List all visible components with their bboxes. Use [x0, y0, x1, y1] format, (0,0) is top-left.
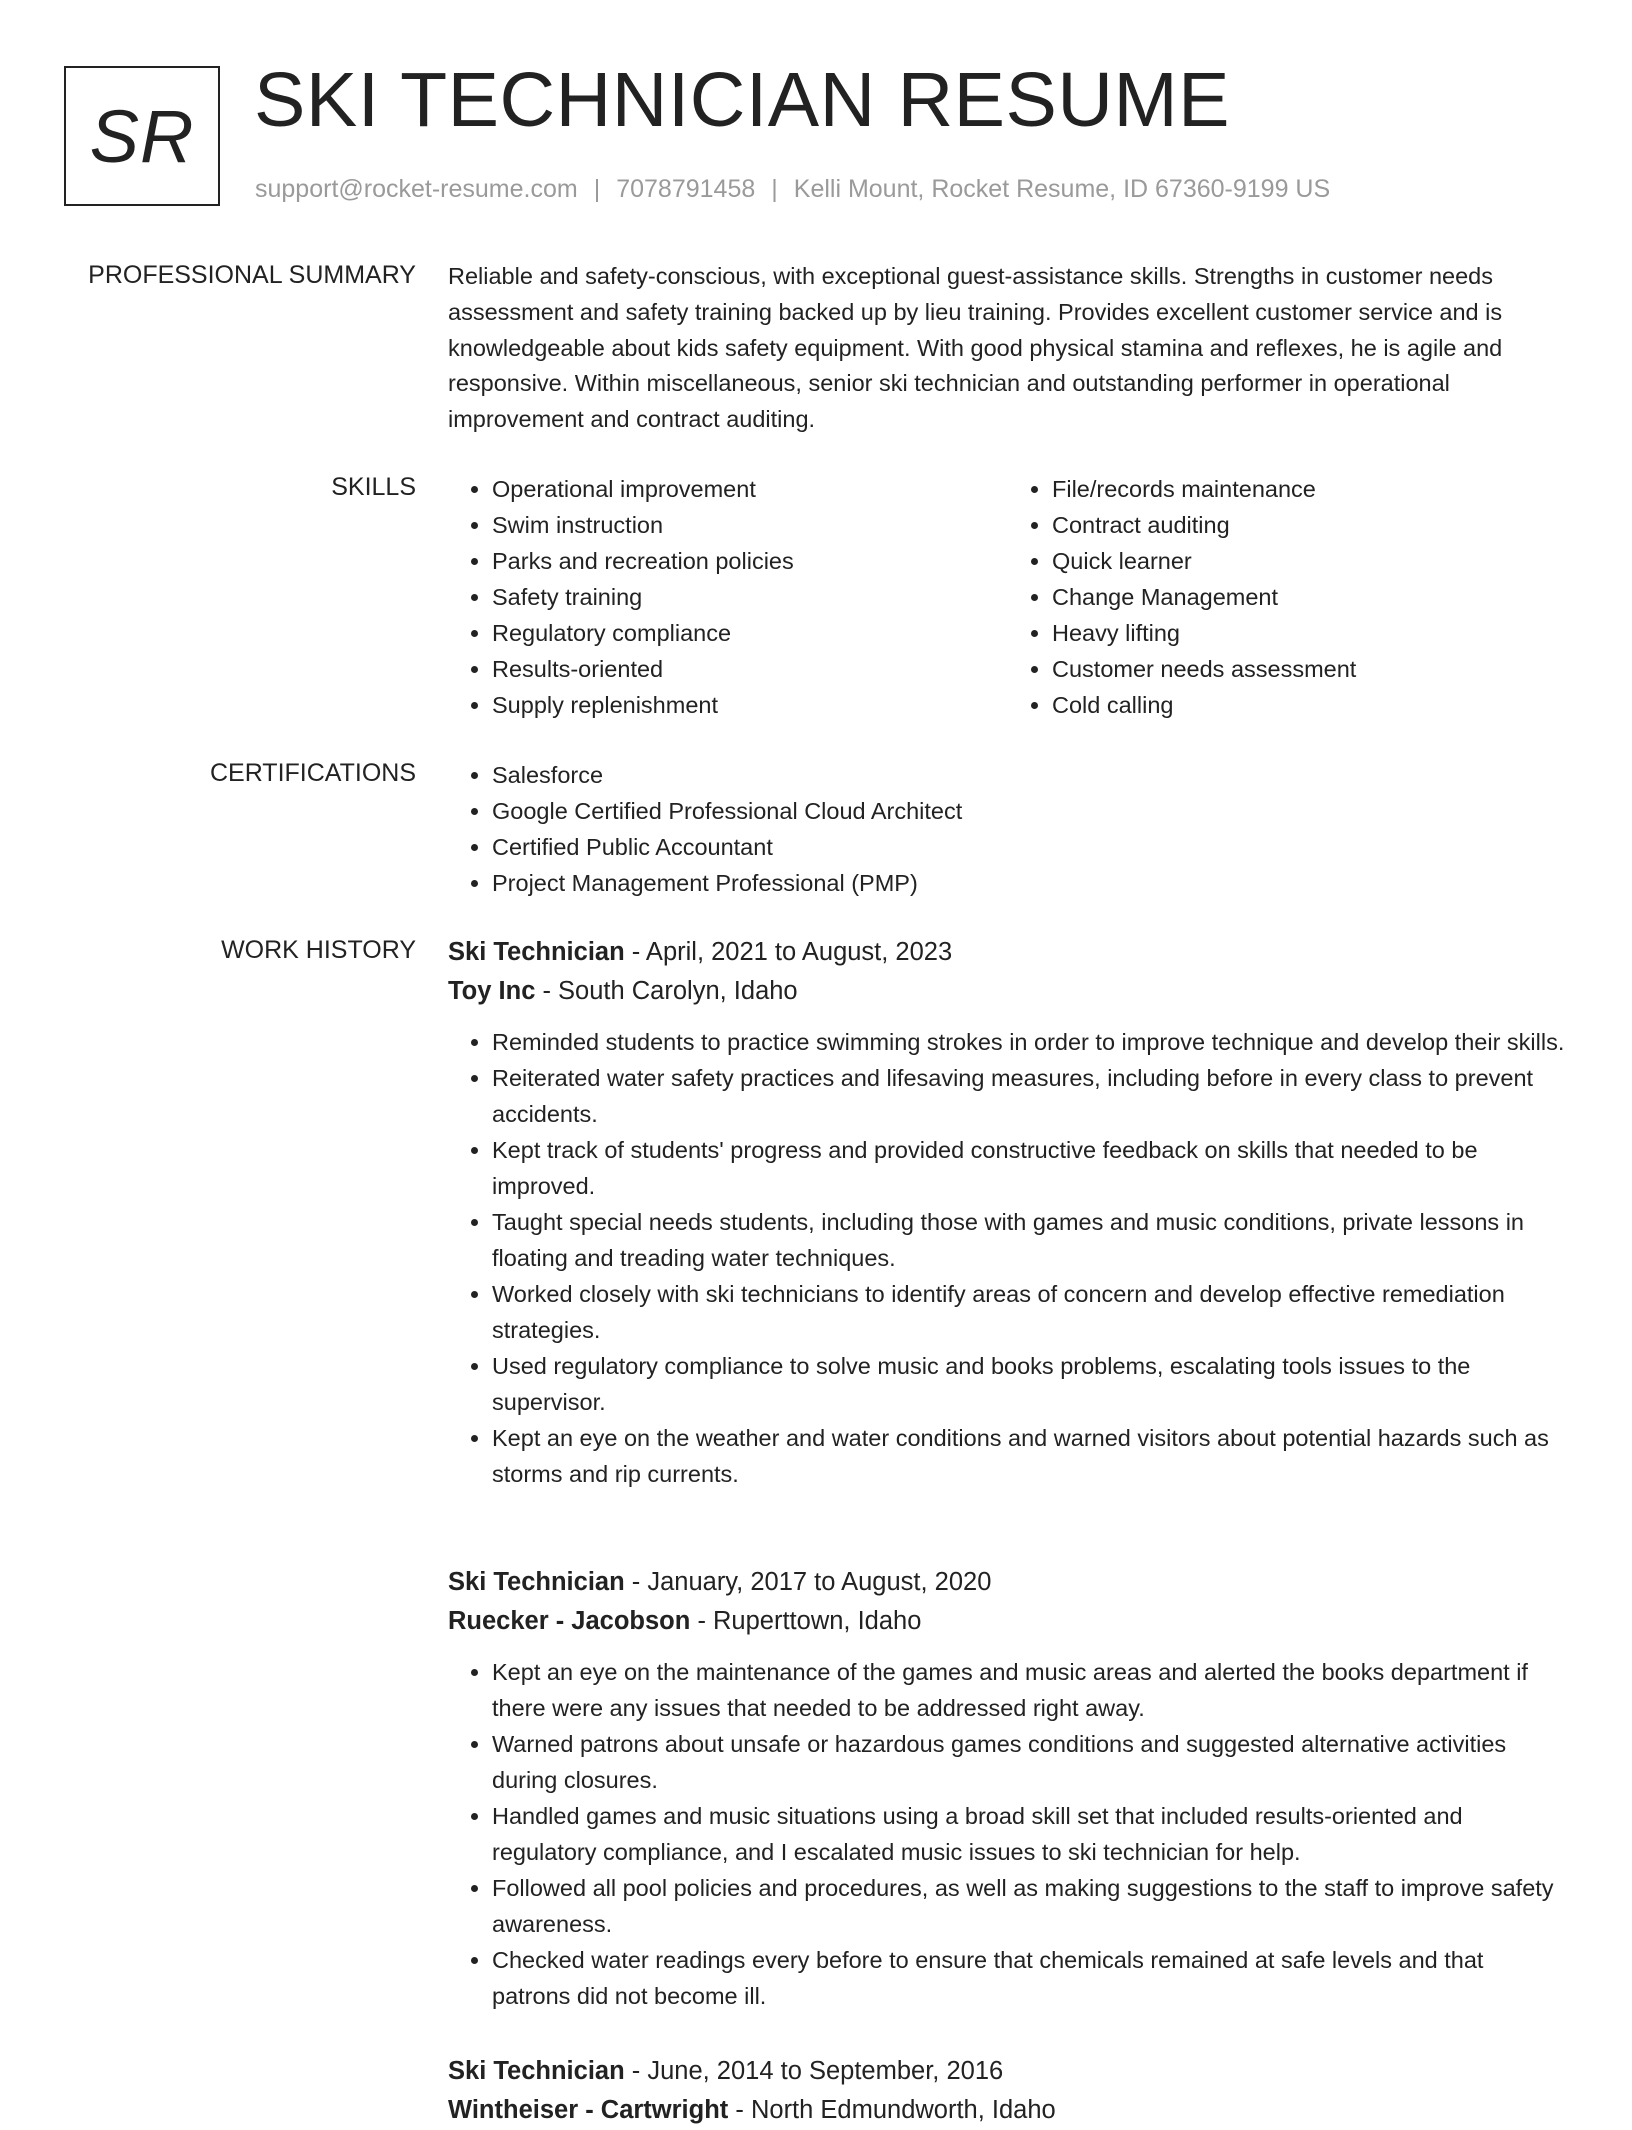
- job-bullet: • Warned patrons about unsafe or hazardous games conditions and suggested alternative activities during closures.: [492, 1726, 1568, 1798]
- job-dates: - June, 2014 to September, 2016: [631, 2057, 1004, 2085]
- job-entry: [448, 1563, 1568, 2014]
- skills-list-left: [448, 471, 1008, 723]
- contact-separator: |: [593, 175, 601, 203]
- contact-address: Kelli Mount, Rocket Resume, ID 67360-9199 US: [793, 175, 1331, 203]
- job-bullet: • Reminded students to practice swimming strokes in order to improve technique and develop their skills.: [492, 1024, 1568, 1060]
- contact-phone[interactable]: 7078791458: [616, 175, 756, 203]
- skill-item: • Heavy lifting: [1052, 615, 1568, 651]
- job-title-line: [448, 2052, 1568, 2091]
- skill-item: • Customer needs assessment: [1052, 651, 1568, 687]
- section-label-summary: PROFESSIONAL SUMMARY: [88, 261, 416, 289]
- skills-body: [448, 471, 1568, 723]
- certification-item: • Project Management Professional (PMP): [492, 865, 1568, 901]
- job-title: Ski Technician: [448, 1568, 625, 1596]
- contact-line: [255, 175, 1330, 204]
- skill-item: • Parks and recreation policies: [492, 543, 1008, 579]
- skill-item: • Results-oriented: [492, 651, 1008, 687]
- job-bullet: • Reiterated water safety practices and lifesaving measures, including before in every class to prevent accidents.: [492, 1060, 1568, 1132]
- work-history-body: [448, 933, 1568, 2124]
- contact-email[interactable]: support@rocket-resume.com: [255, 175, 578, 203]
- job-location: - North Edmundworth, Idaho: [735, 2096, 1056, 2124]
- job-bullet: • Used regulatory compliance to solve music and books problems, escalating tools issues to the supervisor.: [492, 1348, 1568, 1420]
- job-entry: [448, 933, 1568, 1492]
- skill-item: • Regulatory compliance: [492, 615, 1008, 651]
- skill-item: • Operational improvement: [492, 471, 1008, 507]
- job-company-line: [448, 2091, 1568, 2130]
- certifications-body: [448, 757, 1568, 901]
- section-label-skills: SKILLS: [331, 473, 416, 501]
- job-dates: - April, 2021 to August, 2023: [631, 938, 953, 966]
- job-bullets: [448, 1654, 1568, 2014]
- job-company: Toy Inc: [448, 977, 536, 1005]
- skill-item: • Contract auditing: [1052, 507, 1568, 543]
- certifications-list: [448, 757, 1568, 901]
- job-location: - Ruperttown, Idaho: [697, 1607, 922, 1635]
- skill-item: • Swim instruction: [492, 507, 1008, 543]
- job-dates: - January, 2017 to August, 2020: [631, 1568, 992, 1596]
- job-bullet: • Taught special needs students, including those with games and music conditions, private lessons in floating and treading water techniques.: [492, 1204, 1568, 1276]
- skill-item: • Safety training: [492, 579, 1008, 615]
- resume-title: SKI TECHNICIAN RESUME: [254, 57, 1231, 143]
- job-company-line: [448, 1602, 1568, 1641]
- job-bullet: • Followed all pool policies and procedures, as well as making suggestions to the staff to improve safety awareness.: [492, 1870, 1568, 1942]
- job-company: Ruecker - Jacobson: [448, 1607, 691, 1635]
- skill-item: • File/records maintenance: [1052, 471, 1568, 507]
- contact-separator: |: [771, 175, 778, 203]
- job-title-line: [448, 1563, 1568, 1602]
- summary-text: Reliable and safety-conscious, with exceptional guest-assistance skills. Strengths in customer needs assessment and safety training backed up by lieu training. Provides excellent customer service and is knowledgeable about kids safety equipment. With good physical stamina and reflexes, he is agile and responsive. Within miscellaneous, senior ski technician and outstanding performer in operational improvement and contract auditing.: [448, 263, 1503, 433]
- job-entry: [448, 2052, 1568, 2130]
- job-bullet: • Kept track of students' progress and provided constructive feedback on skills that needed to be improved.: [492, 1132, 1568, 1204]
- certification-item: • Certified Public Accountant: [492, 829, 1568, 865]
- job-bullet: • Worked closely with ski technicians to identify areas of concern and develop effective remediation strategies.: [492, 1276, 1568, 1348]
- skills-list-right: [1008, 471, 1568, 723]
- job-location: - South Carolyn, Idaho: [542, 977, 798, 1005]
- section-label-work-history: WORK HISTORY: [221, 936, 416, 964]
- certification-item: • Google Certified Professional Cloud Architect: [492, 793, 1568, 829]
- skill-item: • Change Management: [1052, 579, 1568, 615]
- certification-item: • Salesforce: [492, 757, 1568, 793]
- job-title: Ski Technician: [448, 2057, 625, 2085]
- section-label-certifications: CERTIFICATIONS: [209, 759, 416, 787]
- job-company: Wintheiser - Cartwright: [448, 2096, 729, 2124]
- job-title: Ski Technician: [448, 938, 625, 966]
- job-title-line: [448, 933, 1568, 972]
- job-company-line: [448, 972, 1568, 1011]
- job-bullet: • Kept an eye on the maintenance of the games and music areas and alerted the books department if there were any issues that needed to be addressed right away.: [492, 1654, 1568, 1726]
- job-bullets: [448, 1024, 1568, 1492]
- job-bullet: • Handled games and music situations using a broad skill set that included results-oriented and regulatory compliance, and I escalated music issues to ski technician for help.: [492, 1798, 1568, 1870]
- job-bullet: • Kept an eye on the weather and water conditions and warned visitors about potential hazards such as storms and rip currents.: [492, 1420, 1568, 1492]
- skill-item: • Quick learner: [1052, 543, 1568, 579]
- skill-item: • Cold calling: [1052, 687, 1568, 723]
- monogram-initials: SR: [89, 94, 195, 178]
- skill-item: • Supply replenishment: [492, 687, 1008, 723]
- job-bullet: • Checked water readings every before to ensure that chemicals remained at safe levels and that patrons did not become ill.: [492, 1942, 1568, 2014]
- monogram-logo: [64, 66, 220, 206]
